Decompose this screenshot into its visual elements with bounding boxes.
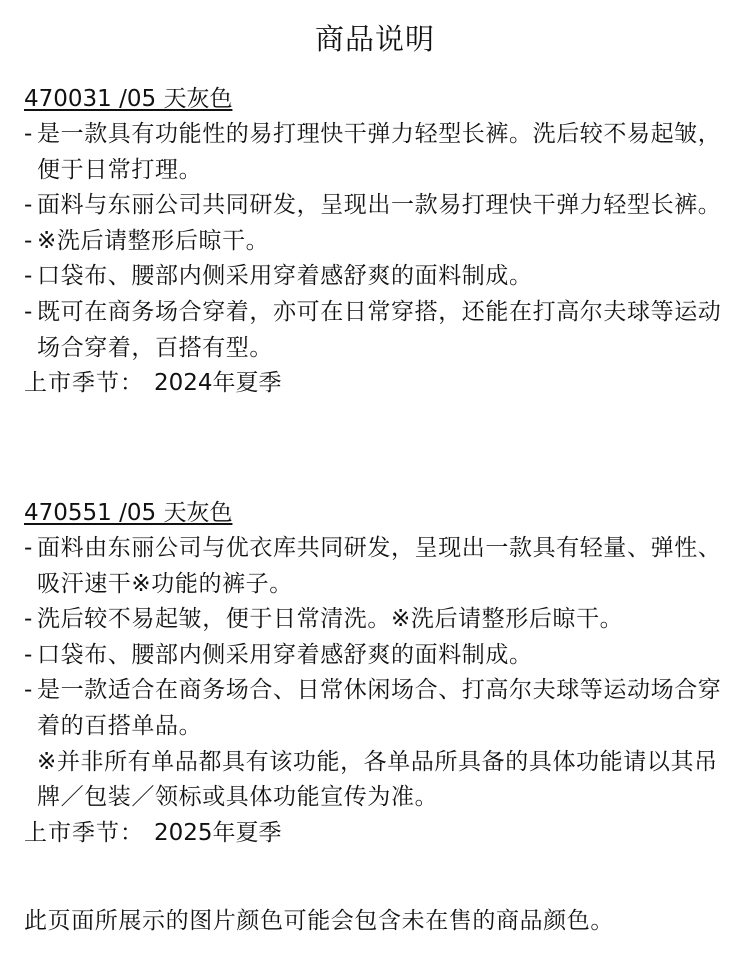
season-label: 上市季节： <box>24 370 144 397</box>
bullet-marker: - <box>24 263 33 290</box>
product-section <box>24 82 734 402</box>
bullet-marker: - <box>24 121 33 147</box>
feature-bullet <box>24 673 734 744</box>
bullet-marker: - <box>24 192 33 219</box>
bullet-marker: - <box>24 227 33 254</box>
bullet-marker: - <box>24 298 33 325</box>
bullet-marker: - <box>24 535 33 561</box>
bullet-text: 既可在商务场合穿着，亦可在日常穿搭，还能在打高尔夫球等运动场合穿着，百搭有型。 <box>37 298 722 361</box>
feature-bullet <box>24 188 734 224</box>
season-value: 2025年夏季 <box>154 819 282 846</box>
feature-bullet <box>24 531 734 602</box>
bullet-marker: - <box>24 641 33 668</box>
bullet-text: 是一款具有功能性的易打理快干弹力轻型长裤。洗后较不易起皱，便于日常打理。 <box>37 121 722 183</box>
bullet-text: 口袋布、腰部内侧采用穿着感舒爽的面料制成。 <box>37 641 533 668</box>
page-title: 商品说明 <box>314 22 435 56</box>
product-sku: 470551 /05 天灰色 <box>24 500 233 526</box>
season-value: 2024年夏季 <box>154 370 282 397</box>
product-sku: 470031 /05 天灰色 <box>24 86 233 112</box>
bullet-marker: - <box>24 606 33 633</box>
feature-bullet <box>24 602 734 638</box>
bullet-marker: - <box>24 677 33 704</box>
bullet-text: ※洗后请整形后晾干。 <box>37 227 270 254</box>
feature-bullet <box>24 224 734 260</box>
release-season <box>24 816 734 852</box>
bullet-text: 面料由东丽公司与优衣库共同研发，呈现出一款具有轻量、弹性、吸汗速干※功能的裤子。 <box>37 535 722 597</box>
product-section <box>24 496 734 851</box>
release-season <box>24 366 734 402</box>
feature-bullet <box>24 259 734 295</box>
bullet-text: 是一款适合在商务场合、日常休闲场合、打高尔夫球等运动场合穿着的百搭单品。 <box>37 677 722 739</box>
feature-bullet <box>24 295 734 366</box>
bullet-text: 面料与东丽公司共同研发，呈现出一款易打理快干弹力轻型长裤。 <box>37 192 722 219</box>
function-disclaimer: ※并非所有单品都具有该功能，各单品所具备的具体功能请以其吊牌／包装／领标或具体功能宣传为准。 <box>37 748 718 811</box>
bullet-text: 洗后较不易起皱，便于日常清洗。※洗后请整形后晾干。 <box>37 606 624 633</box>
feature-bullet <box>24 638 734 674</box>
feature-bullet <box>24 117 734 188</box>
bullet-text: 口袋布、腰部内侧采用穿着感舒爽的面料制成。 <box>37 263 533 290</box>
season-label: 上市季节： <box>24 819 144 846</box>
color-disclaimer: 此页面所展示的图片颜色可能会包含未在售的商品颜色。 <box>24 908 614 934</box>
